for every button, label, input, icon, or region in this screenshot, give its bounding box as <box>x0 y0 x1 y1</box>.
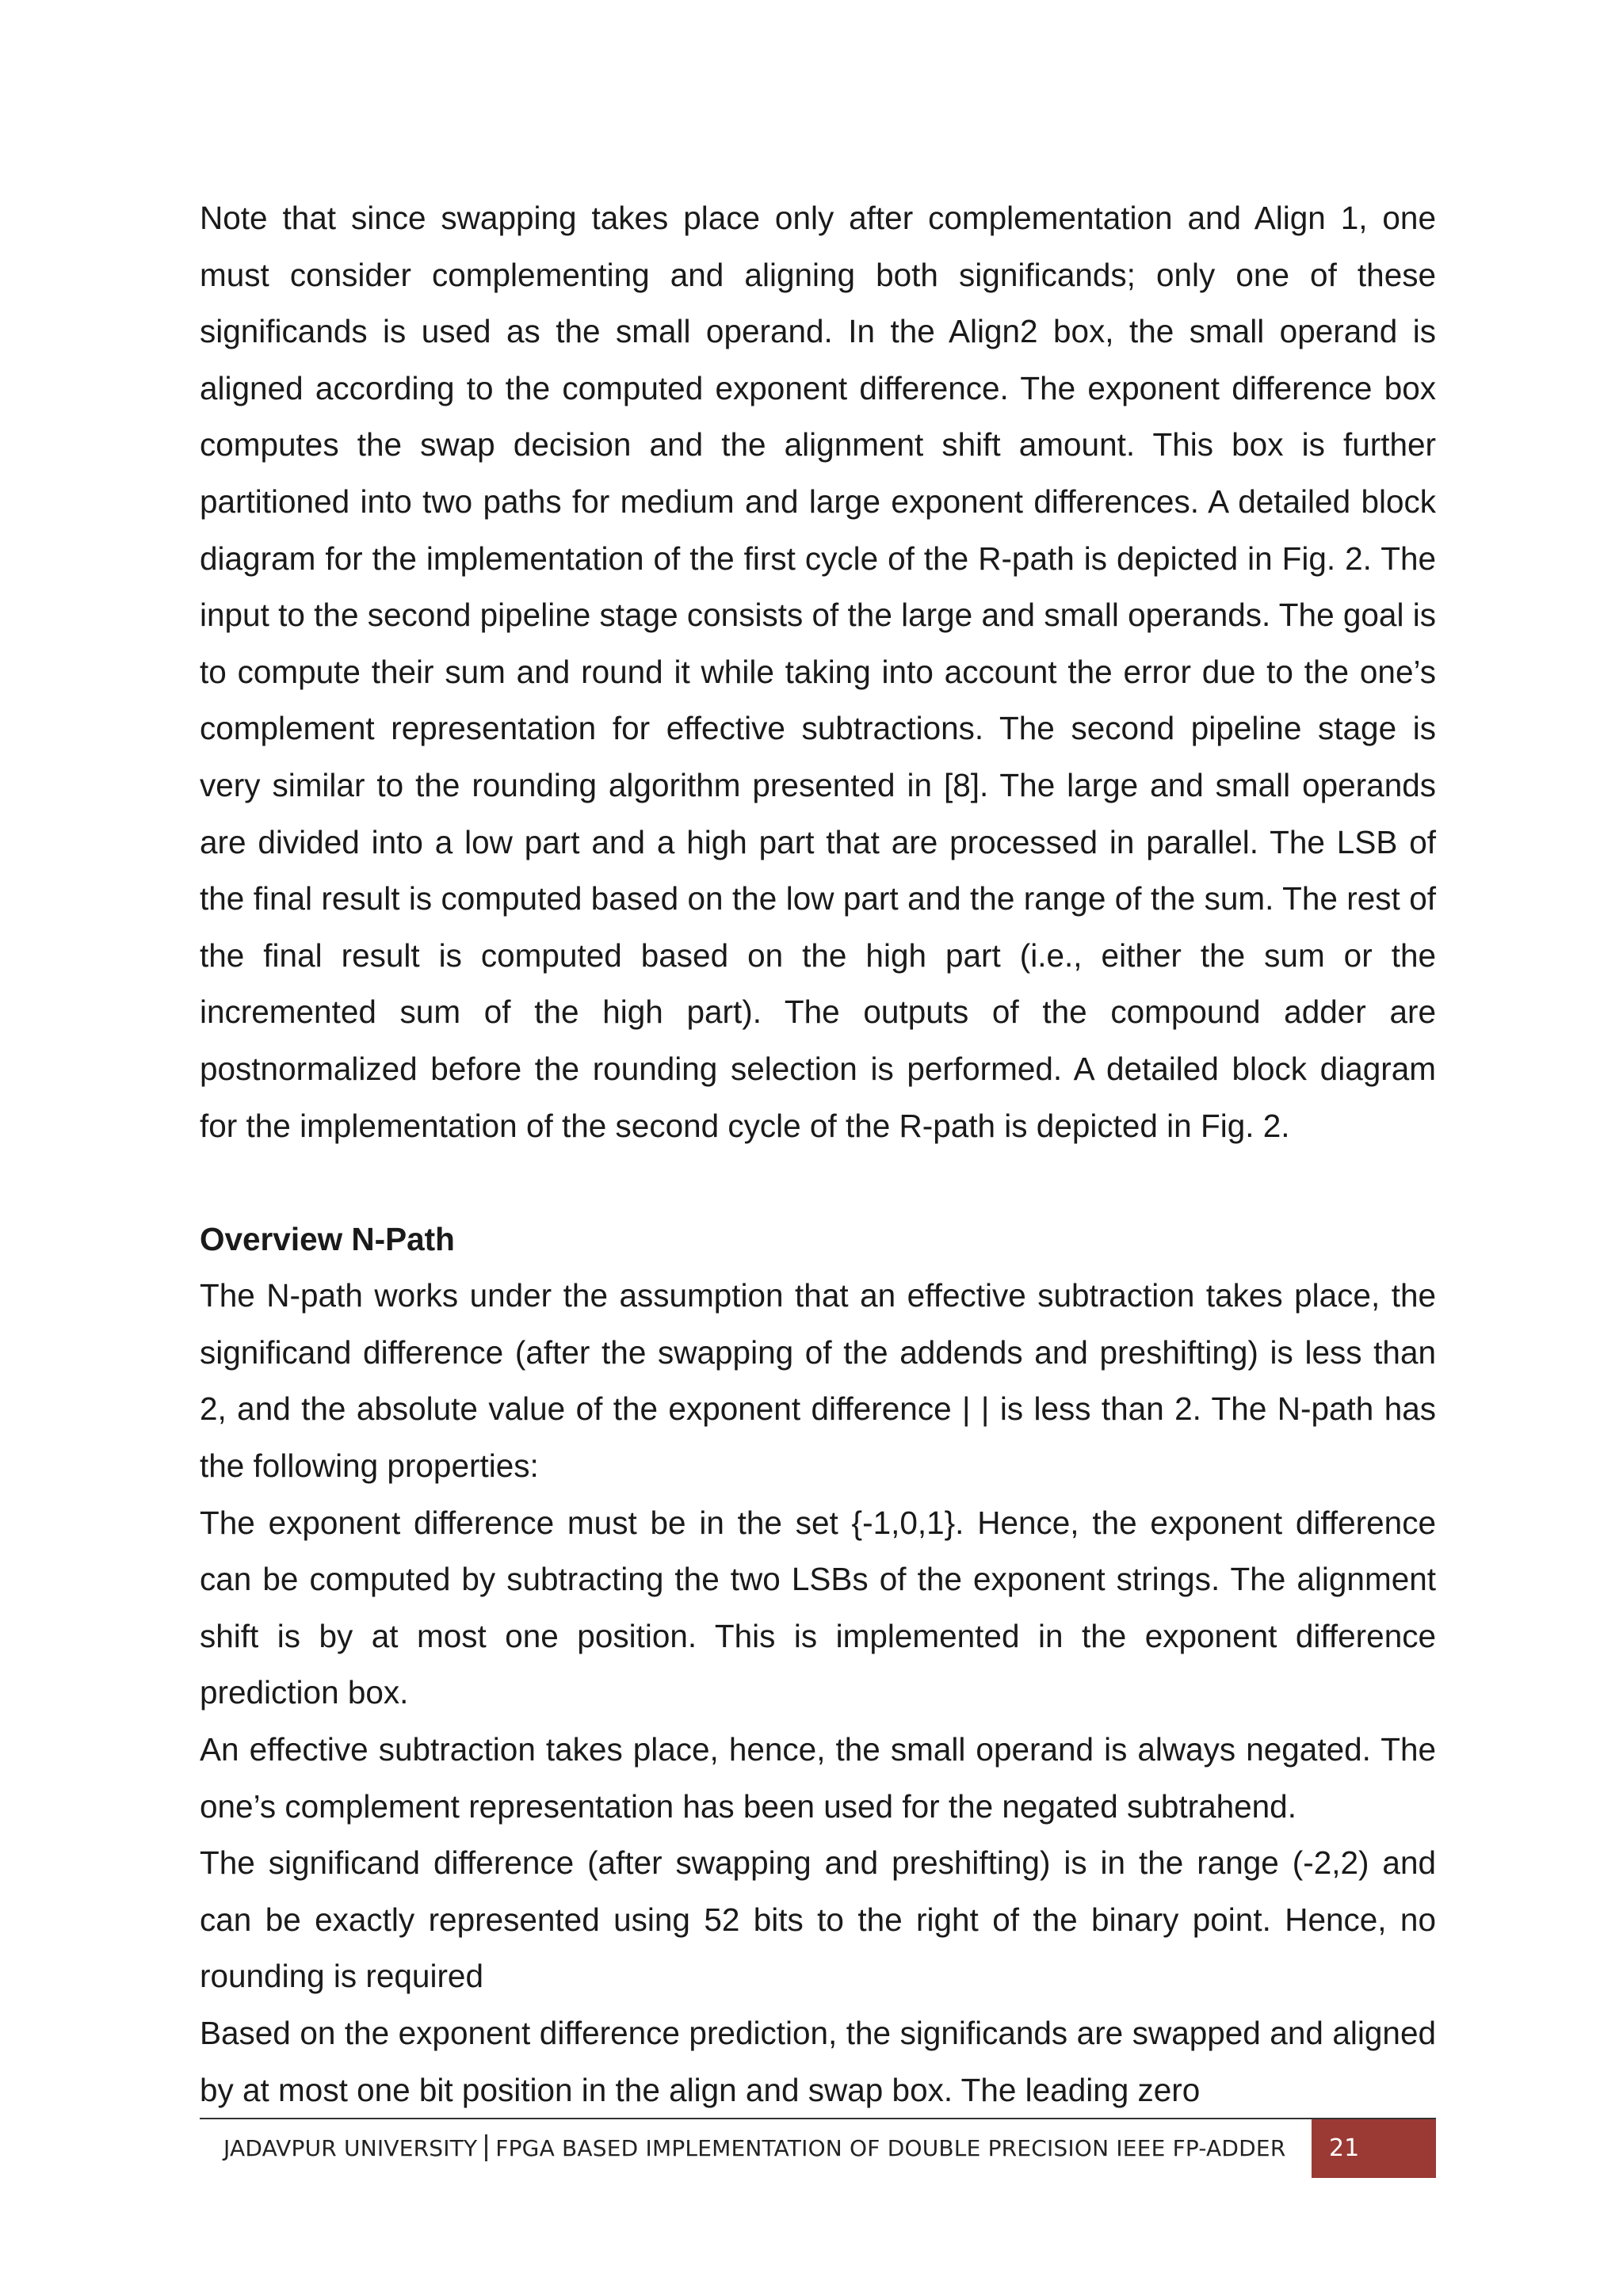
section-heading: Overview N-Path <box>200 1220 455 1257</box>
page-number-badge: 21 <box>1312 2119 1436 2178</box>
page-footer <box>200 2118 1436 2178</box>
footer-text <box>223 2119 1285 2178</box>
footer-document-title: FPGA BASED IMPLEMENTATION OF DOUBLE PRECISION IEEE FP-ADDER <box>495 2135 1286 2161</box>
body-paragraph: The exponent difference must be in the set {-1,0,1}. Hence, the exponent difference can be computed by subtracting the two LSBs of the exponent strings. The alignment shift is by at most one position. This is implemented in the exponent difference prediction box. <box>200 1504 1436 1711</box>
body-paragraph: Based on the exponent difference prediction, the significands are swapped and aligned by at most one bit position in the align and swap box. The leading zero <box>200 2015 1436 2108</box>
footer-separator <box>485 2134 487 2161</box>
body-paragraph: The N-path works under the assumption that an effective subtraction takes place, the significand difference (after the swapping of the addends and preshifting) is less than 2, and the absolute value of the exponent difference | | is less than 2. The N-path has the following properties: <box>200 1277 1436 1485</box>
body-paragraph: An effective subtraction takes place, hence, the small operand is always negated. The one’s complement representation has been used for the negated subtrahend. <box>200 1731 1436 1825</box>
page-body <box>200 190 1436 2119</box>
body-paragraph: Note that since swapping takes place only after complementation and Align 1, one must consider complementing and aligning both significands; only one of these significands is used as the small operand. In the Align2 box, the small operand is aligned according to the computed exponent difference. The exponent difference box computes the swap decision and the alignment shift amount. This box is further partitioned into two paths for medium and large exponent differences. A detailed block diagram for the implementation of the first cycle of the R-path is depicted in Fig. 2. The input to the second pipeline stage consists of the large and small operands. The goal is to compute their sum and round it while taking into account the error due to the one’s complement representation for effective subtractions. The second pipeline stage is very similar to the rounding algorithm presented in [8]. The large and small operands are divided into a low part and a high part that are processed in parallel. The LSB of the final result is computed based on the low part and the range of the sum. The rest of the final result is computed based on the high part (i.e., either the sum or the incremented sum of the high part). The outputs of the compound adder are postnormalized before the rounding selection is performed. A detailed block diagram for the implementation of the second cycle of the R-path is depicted in Fig. 2. <box>200 200 1436 1144</box>
body-paragraph: The significand difference (after swapping and preshifting) is in the range (-2,2) and can be exactly represented using 52 bits to the right of the binary point. Hence, no rounding is required <box>200 1844 1436 1995</box>
footer-university: JADAVPUR UNIVERSITY <box>223 2135 478 2161</box>
